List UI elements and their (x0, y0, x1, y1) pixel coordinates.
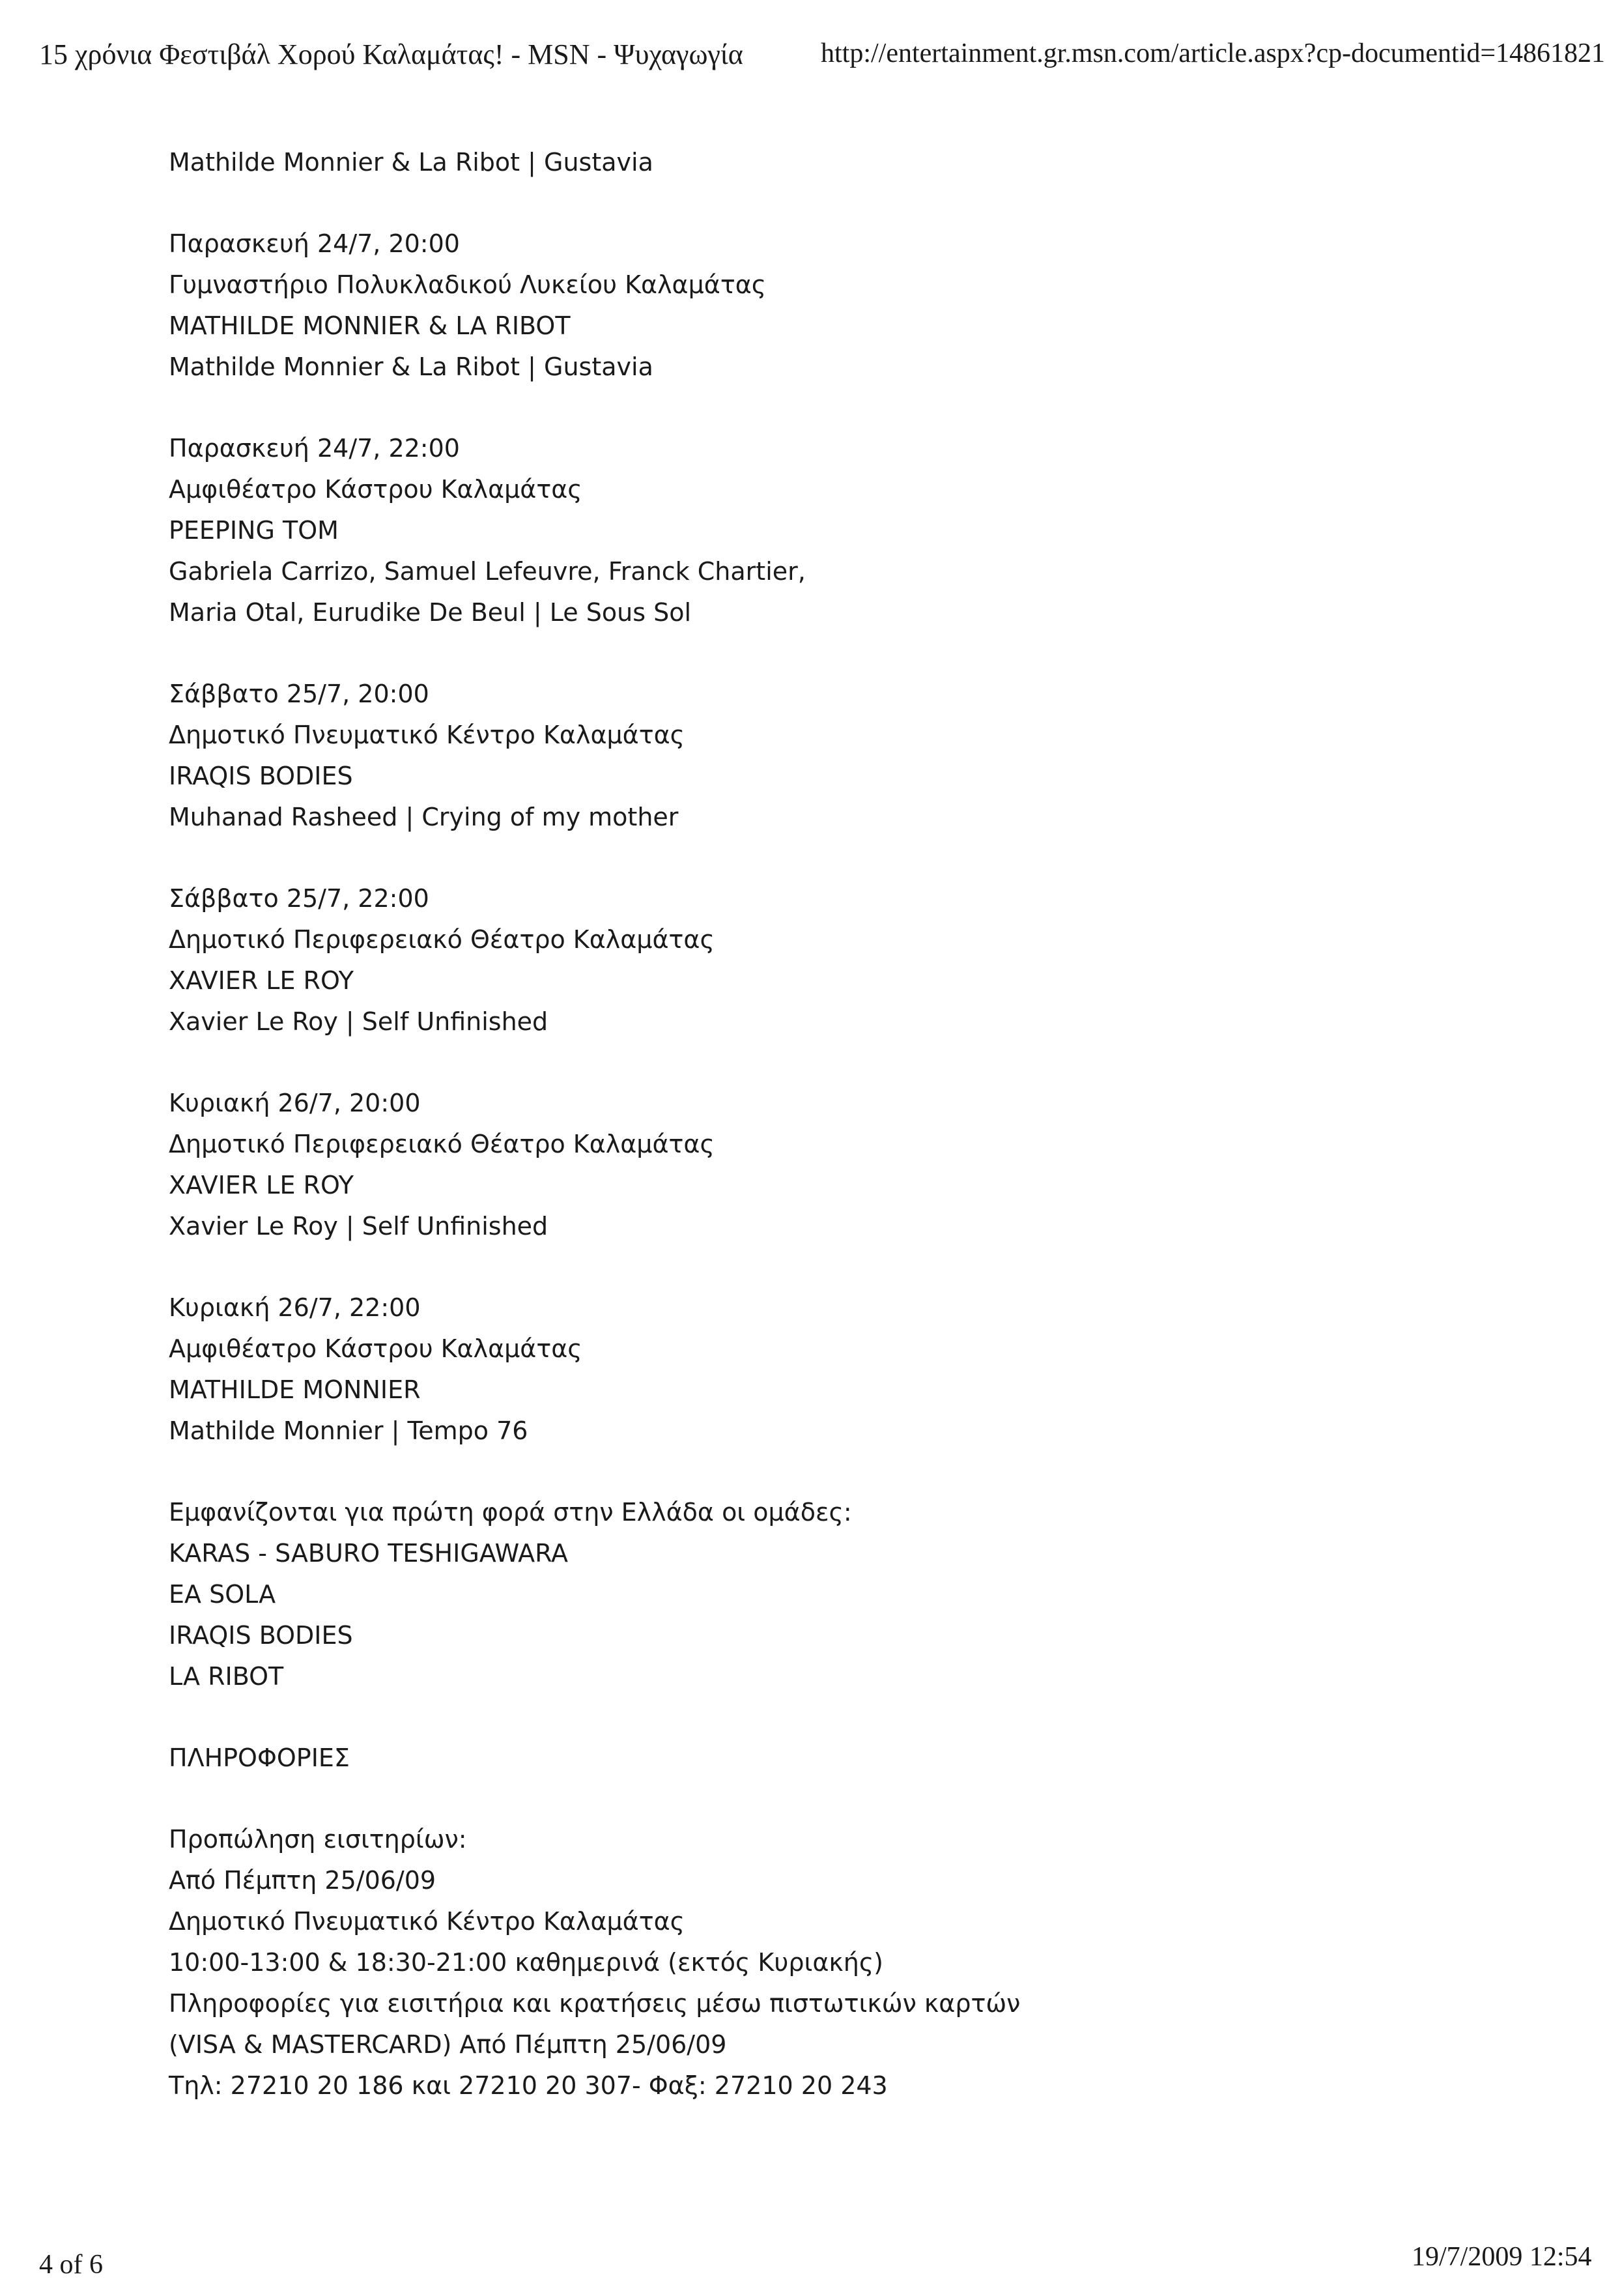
info-block (169, 1819, 1537, 2106)
event-block (169, 1083, 1537, 1247)
event-venue: Αμφιθέατρο Κάστρου Καλαμάτας (169, 1334, 582, 1363)
event-company: IRAQIS BODIES (169, 762, 353, 790)
event-company: XAVIER LE ROY (169, 1171, 354, 1199)
event-datetime: Κυριακή 26/7, 22:00 (169, 1293, 421, 1322)
event-company: MATHILDE MONNIER (169, 1375, 421, 1404)
page-count: 4 of 6 (39, 2250, 103, 2280)
event-venue: Δημοτικό Πνευματικό Κέντρο Καλαμάτας (169, 721, 685, 749)
info-line: Από Πέμπτη 25/06/09 (169, 1866, 436, 1895)
print-footer (39, 2242, 1600, 2288)
event-company: XAVIER LE ROY (169, 966, 354, 995)
intro-line: Mathilde Monnier & La Ribot | Gustavia (169, 148, 653, 177)
event-datetime: Παρασκευή 24/7, 22:00 (169, 434, 460, 463)
first-appearance-heading: Εμφανίζονται για πρώτη φορά στην Ελλάδα οι ομάδες: (169, 1498, 852, 1527)
info-line: Δημοτικό Πνευματικό Κέντρο Καλαμάτας (169, 1907, 685, 1936)
info-heading: ΠΛΗΡΟΦΟΡΙΕΣ (169, 1744, 350, 1772)
event-datetime: Σάββατο 25/7, 20:00 (169, 680, 429, 708)
event-datetime: Κυριακή 26/7, 20:00 (169, 1089, 421, 1117)
info-heading-block (169, 1738, 1537, 1779)
group-name: IRAQIS BODIES (169, 1621, 353, 1650)
event-block (169, 428, 1537, 633)
group-name: KARAS - SABURO TESHIGAWARA (169, 1539, 569, 1568)
event-datetime: Σάββατο 25/7, 22:00 (169, 884, 429, 913)
event-block (169, 1287, 1537, 1452)
event-credits: Xavier Le Roy | Self Unfinished (169, 1007, 548, 1036)
intro-block (169, 142, 1537, 183)
event-datetime: Παρασκευή 24/7, 20:00 (169, 229, 460, 258)
page-url: http://entertainment.gr.msn.com/article.aspx?cp-documentid=14861821 (821, 38, 1606, 68)
event-venue: Δημοτικό Περιφερειακό Θέατρο Καλαμάτας (169, 925, 715, 954)
event-block (169, 674, 1537, 838)
info-line: 10:00-13:00 & 18:30-21:00 καθημερινά (εκτός Κυριακής) (169, 1948, 883, 1977)
event-credits: Maria Otal, Eurudike De Beul | Le Sous Sol (169, 598, 692, 627)
event-block (169, 878, 1537, 1042)
event-block (169, 223, 1537, 388)
article-content (169, 142, 1537, 2147)
group-name: LA RIBOT (169, 1662, 284, 1691)
page-title: 15 χρόνια Φεστιβάλ Χορού Καλαμάτας! - MSN - Ψυχαγωγία (39, 38, 743, 70)
event-venue: Γυμναστήριο Πολυκλαδικού Λυκείου Καλαμάτας (169, 270, 767, 299)
event-credits: Muhanad Rasheed | Crying of my mother (169, 803, 679, 831)
event-credits: Gabriela Carrizo, Samuel Lefeuvre, Franck Chartier, (169, 557, 806, 586)
first-appearance-block (169, 1492, 1537, 1697)
print-header (39, 38, 1606, 77)
info-line: (VISA & MASTERCARD) Από Πέμπτη 25/06/09 (169, 2030, 727, 2059)
info-line: Τηλ: 27210 20 186 και 27210 20 307- Φαξ: 27210 20 243 (169, 2071, 888, 2100)
event-credits: Mathilde Monnier & La Ribot | Gustavia (169, 352, 653, 381)
print-date: 19/7/2009 12:54 (1412, 2242, 1592, 2272)
event-venue: Αμφιθέατρο Κάστρου Καλαμάτας (169, 475, 582, 504)
event-venue: Δημοτικό Περιφερειακό Θέατρο Καλαμάτας (169, 1130, 715, 1158)
info-line: Προπώληση εισιτηρίων: (169, 1825, 467, 1854)
event-company: PEEPING TOM (169, 516, 339, 545)
event-credits: Mathilde Monnier | Tempo 76 (169, 1416, 528, 1445)
group-name: EA SOLA (169, 1580, 276, 1609)
event-credits: Xavier Le Roy | Self Unfinished (169, 1212, 548, 1241)
event-company: MATHILDE MONNIER & LA RIBOT (169, 311, 571, 340)
info-line: Πληροφορίες για εισιτήρια και κρατήσεις μέσω πιστωτικών καρτών (169, 1989, 1021, 2018)
